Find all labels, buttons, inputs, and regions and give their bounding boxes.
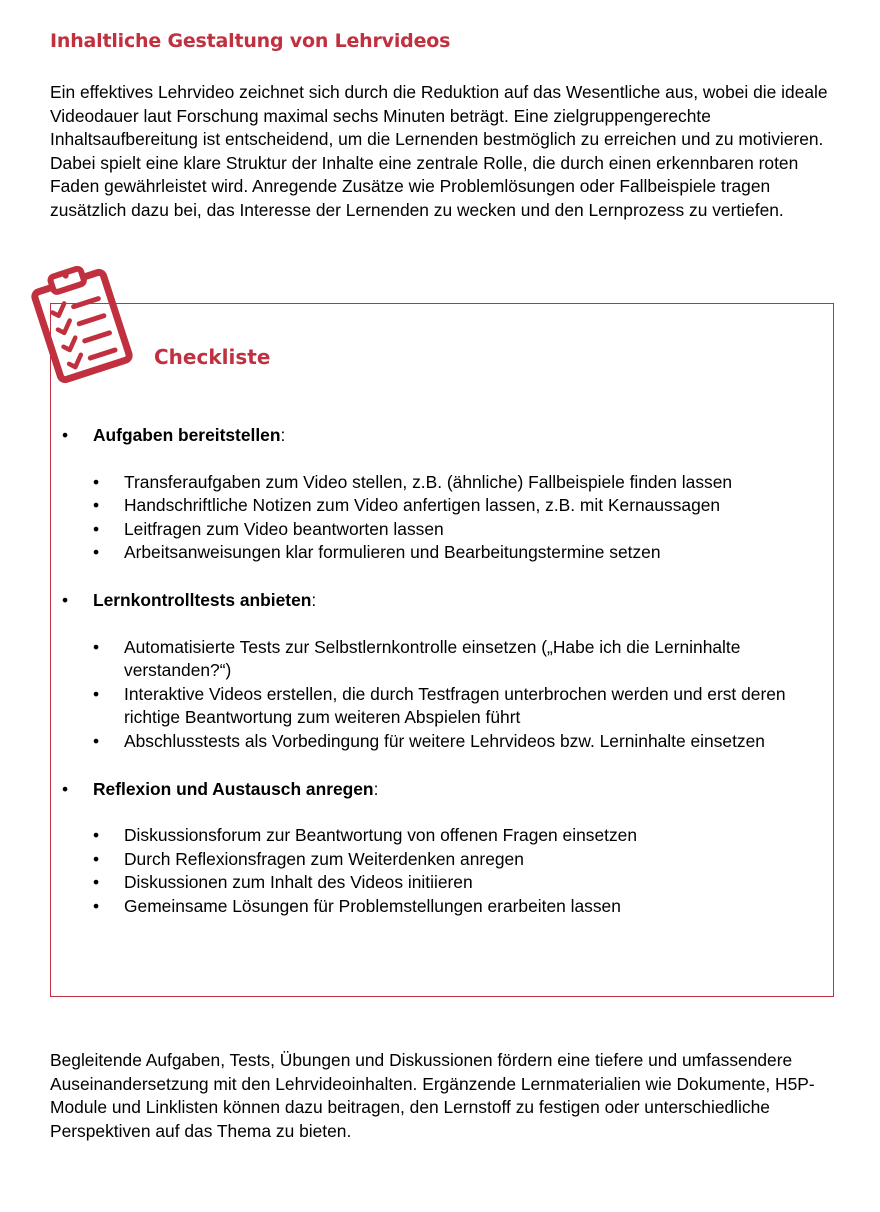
- list-item: [62, 471, 832, 495]
- bullet-icon: •: [93, 825, 100, 846]
- bullet-icon: •: [93, 683, 100, 704]
- checklist-group: [62, 589, 832, 754]
- group-heading: • Reflexion und Austausch anregen:: [62, 778, 832, 802]
- list-item: [62, 541, 832, 565]
- list-item: [62, 895, 832, 919]
- clipboard-checklist-icon: [24, 260, 140, 384]
- bullet-icon: •: [93, 471, 100, 492]
- group-heading: • Aufgaben bereitstellen:: [62, 424, 832, 448]
- group-title: Reflexion und Austausch anregen: [93, 778, 374, 799]
- list-item-text: Leitfragen zum Video beantworten lassen: [124, 518, 444, 539]
- group-title: Aufgaben bereitstellen: [93, 425, 281, 445]
- list-item: [62, 518, 832, 542]
- checklist-list: [62, 424, 832, 943]
- bullet-icon: •: [62, 425, 69, 445]
- checklist-group: [62, 424, 832, 565]
- list-item-text: Arbeitsanweisungen klar formulieren und Bearbeitungstermine setzen: [124, 542, 661, 563]
- bullet-icon: •: [93, 730, 100, 751]
- list-item-text: Handschriftliche Notizen zum Video anfertigen lassen, z.B. mit Kernaussagen: [124, 495, 721, 516]
- bullet-icon: •: [93, 848, 100, 869]
- list-item-text: Gemeinsame Lösungen für Problemstellungen erarbeiten lassen: [124, 895, 621, 916]
- bullet-icon: •: [93, 872, 100, 893]
- list-item: [62, 636, 832, 683]
- closing-paragraph: Begleitende Aufgaben, Tests, Übungen und Diskussionen fördern eine tiefere und umfassendere Auseinandersetzung mit den Lehrvideoinhalten. Ergänzende Lernmaterialien wie Dokumente, H5P-Module und Linklisten können dazu beitragen, den Lernstoff zu festigen oder unterschiedliche Perspektiven auf das Thema zu bieten.: [50, 1050, 815, 1141]
- intro-paragraph: Ein effektives Lehrvideo zeichnet sich durch die Reduktion auf das Wesentliche aus, wobei die ideale Videodauer laut Forschung maximal sechs Minuten beträgt. Eine zielgruppengerechte Inhaltsaufbereitung ist entscheidend, um die Lernenden bestmöglich zu erreichen und zu motivieren. Dabei spielt eine klare Struktur der Inhalte eine zentrale Rolle, die durch einen erkennbaren roten Faden gewährleistet wird. Anregende Zusätze wie Problemlösungen oder Fallbeispiele tragen zusätzlich dazu bei, das Interesse der Lernenden zu wecken und den Lernprozess zu vertiefen.: [50, 82, 828, 220]
- list-item: [62, 683, 832, 730]
- checklist-title: Checkliste: [154, 345, 271, 369]
- list-item-text: Diskussionen zum Inhalt des Videos initiieren: [124, 872, 473, 893]
- group-heading: • Lernkontrolltests anbieten:: [62, 589, 832, 613]
- list-item: [62, 494, 832, 518]
- list-item-text: Automatisierte Tests zur Selbstlernkontrolle einsetzen („Habe ich die Lerninhalte verstanden?“): [124, 636, 741, 681]
- list-item: [62, 871, 832, 895]
- list-item-text: Diskussionsforum zur Beantwortung von offenen Fragen einsetzen: [124, 825, 637, 846]
- list-item-text: Interaktive Videos erstellen, die durch Testfragen unterbrochen werden und erst deren richtige Beantwortung zum weiteren Abspielen führt: [124, 683, 786, 728]
- group-title: Lernkontrolltests anbieten: [93, 589, 312, 610]
- list-item-text: Abschlusstests als Vorbedingung für weitere Lehrvideos bzw. Lerninhalte einsetzen: [124, 730, 765, 751]
- bullet-icon: •: [93, 495, 100, 516]
- bullet-icon: •: [62, 778, 69, 799]
- bullet-icon: •: [93, 518, 100, 539]
- bullet-icon: •: [62, 589, 69, 610]
- list-item: [62, 848, 832, 872]
- list-item: [62, 730, 832, 754]
- list-item-text: Transferaufgaben zum Video stellen, z.B. (ähnliche) Fallbeispiele finden lassen: [124, 471, 733, 492]
- bullet-icon: •: [93, 636, 100, 657]
- bullet-icon: •: [93, 895, 100, 916]
- bullet-icon: •: [93, 542, 100, 563]
- list-item: [62, 824, 832, 848]
- checklist-group: [62, 778, 832, 919]
- page-heading: Inhaltliche Gestaltung von Lehrvideos: [50, 30, 451, 52]
- list-item-text: Durch Reflexionsfragen zum Weiterdenken anregen: [124, 848, 524, 869]
